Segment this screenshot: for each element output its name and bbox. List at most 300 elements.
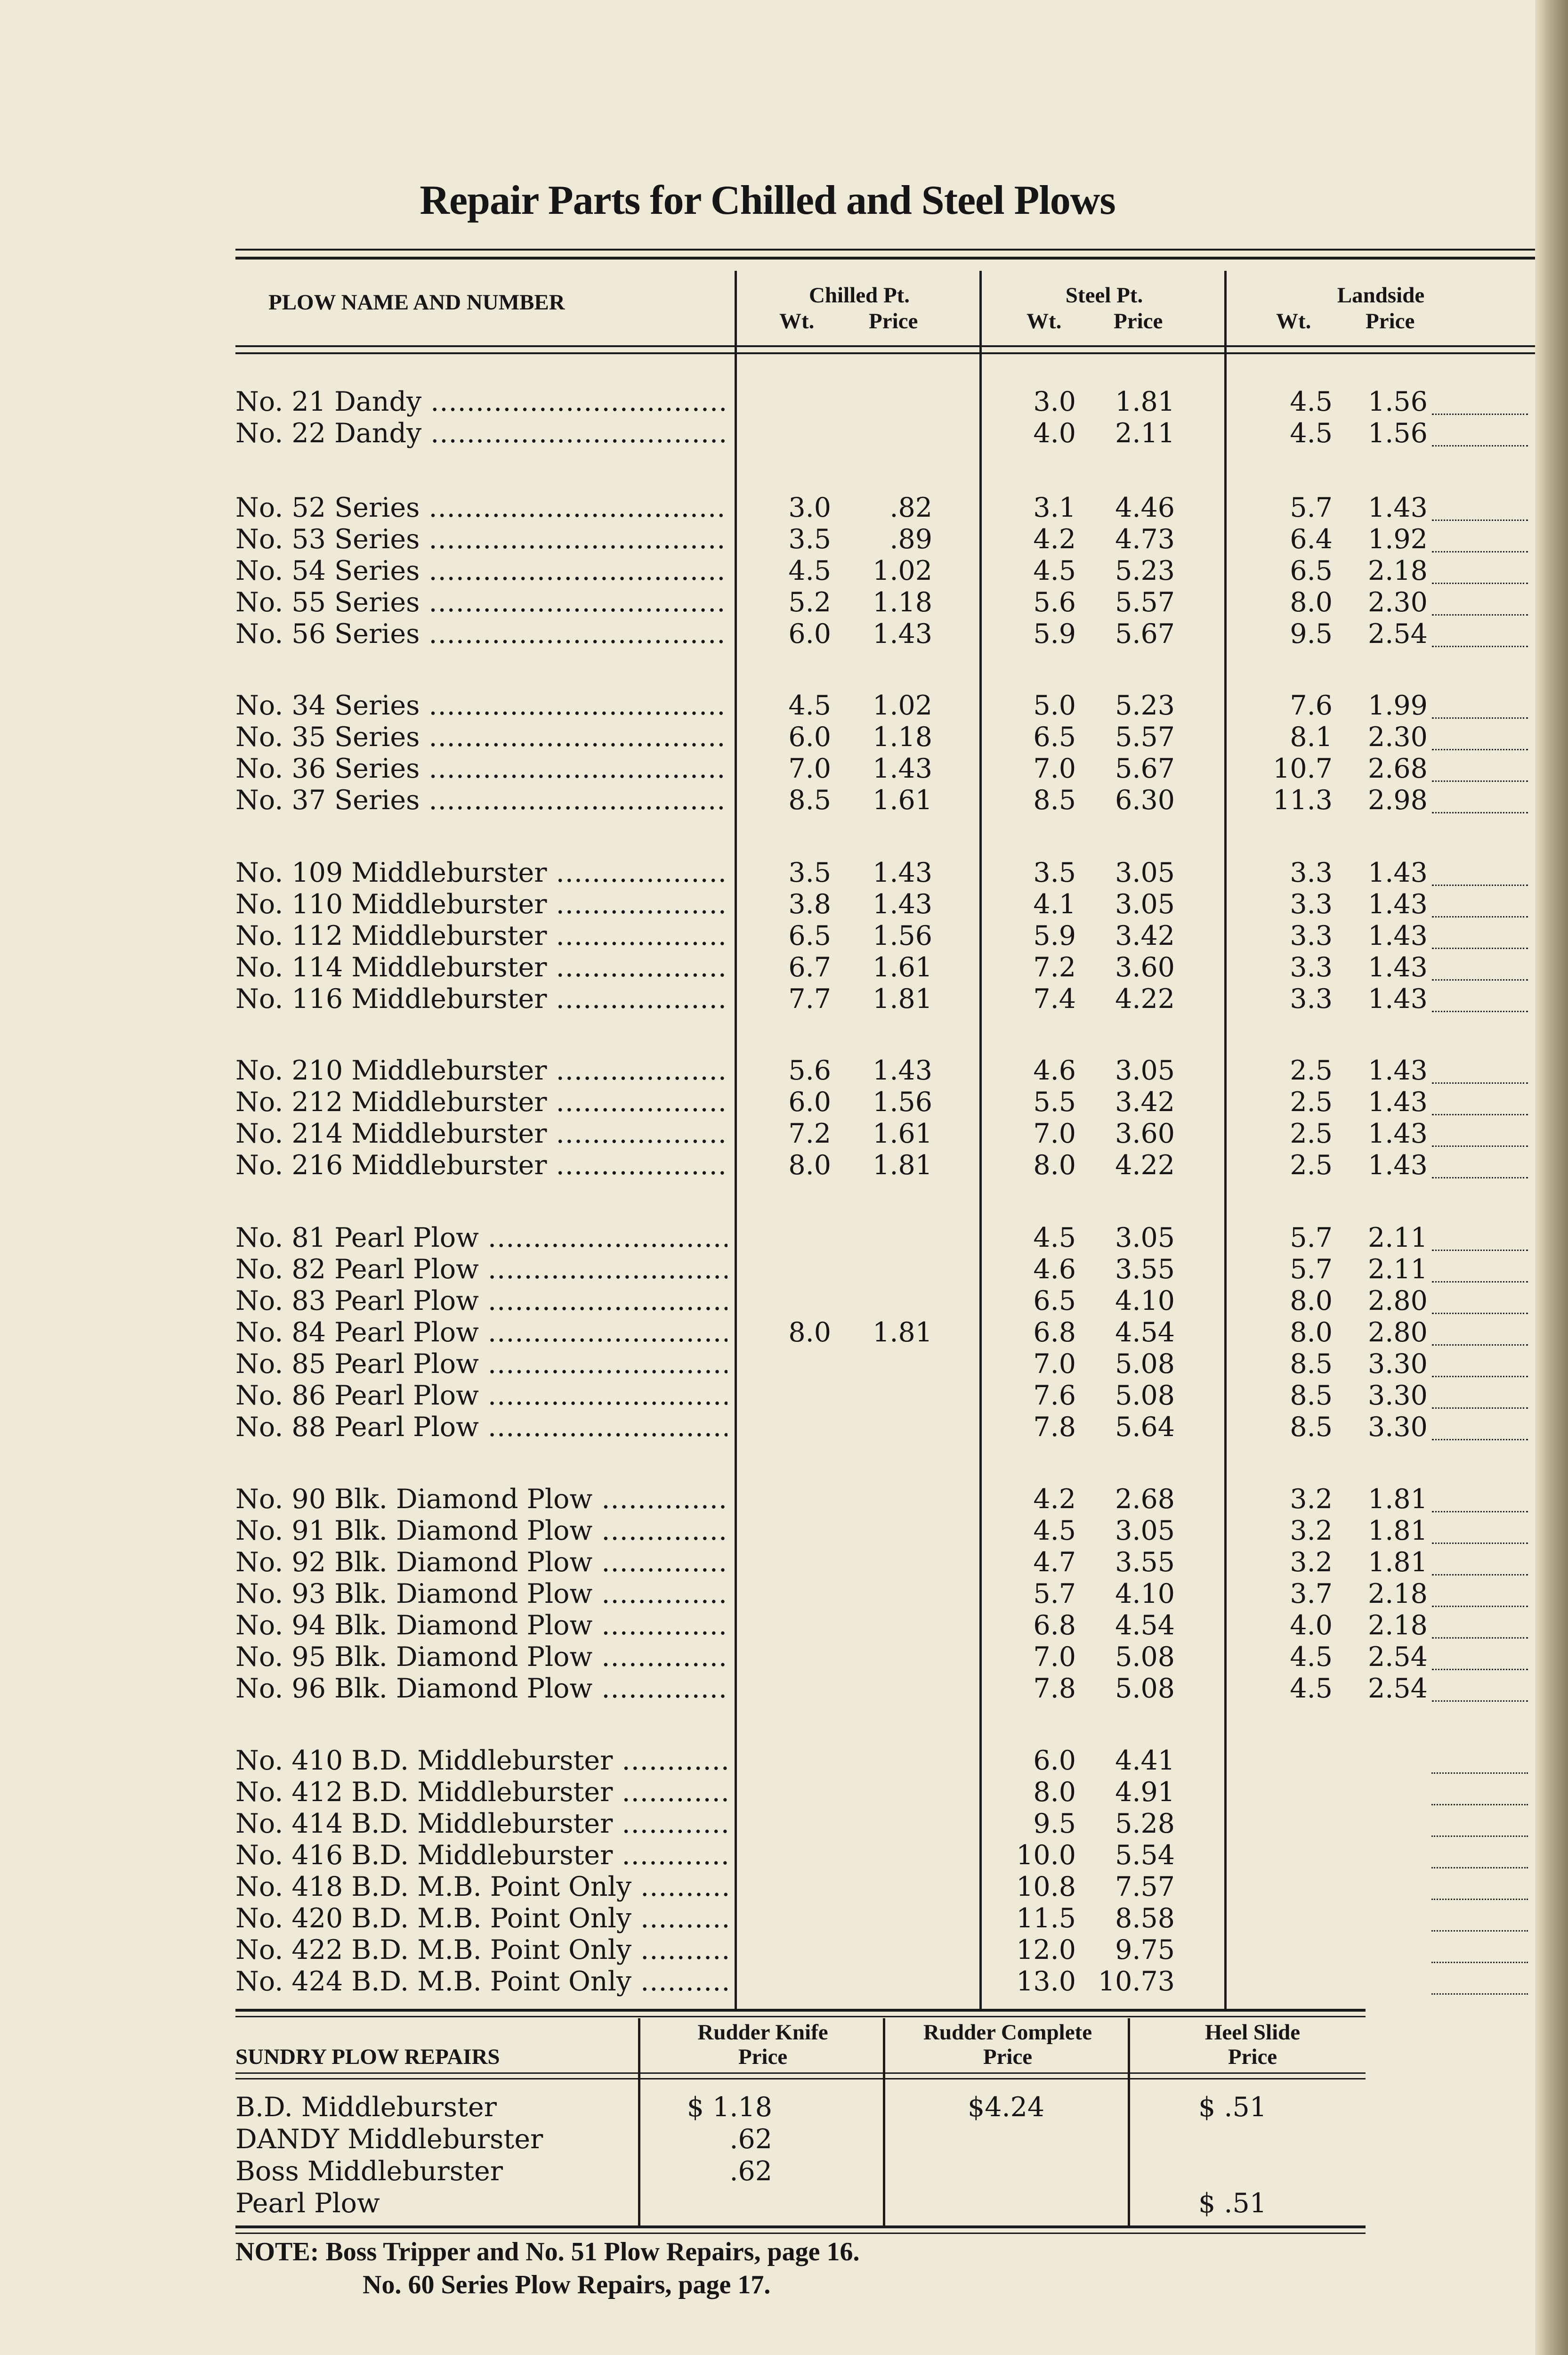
sundry-bottom-rule bbox=[235, 2225, 1366, 2228]
chilled-weight: 6.0 bbox=[788, 618, 831, 650]
chilled-price: 1.43 bbox=[873, 1055, 932, 1086]
chilled-price: 1.18 bbox=[873, 587, 932, 618]
sundry-col-rudder-knife: Rudder Knife bbox=[697, 2020, 828, 2045]
table-row bbox=[0, 1673, 1535, 1705]
table-row bbox=[0, 753, 1535, 785]
chilled-price: 1.43 bbox=[873, 889, 932, 920]
chilled-weight: 6.0 bbox=[788, 722, 831, 753]
steel-price: 5.54 bbox=[1115, 1840, 1175, 1871]
chilled-price: 1.43 bbox=[873, 857, 932, 888]
plow-name: No. 94 Blk. Diamond Plow ..... bbox=[235, 1610, 727, 1641]
landside-weight: 6.5 bbox=[1290, 555, 1333, 586]
price-leader bbox=[1431, 1899, 1528, 1900]
steel-weight: 6.8 bbox=[1033, 1610, 1076, 1641]
steel-price: 4.73 bbox=[1115, 524, 1175, 555]
price-leader bbox=[1432, 1407, 1528, 1409]
plow-name: No. 116 Middleburster ..... bbox=[235, 983, 727, 1015]
steel-price: 3.55 bbox=[1115, 1547, 1175, 1578]
chilled-weight: 4.5 bbox=[788, 690, 831, 721]
steel-weight: 6.0 bbox=[1033, 1745, 1076, 1776]
chilled-weight: 4.5 bbox=[788, 555, 831, 586]
plow-name: No. 416 B.D. Middleburster ..... bbox=[235, 1840, 727, 1871]
price-leader bbox=[1431, 1930, 1528, 1932]
price-leader bbox=[1431, 1835, 1528, 1837]
landside-weight: 4.0 bbox=[1290, 1610, 1333, 1641]
landside-weight: 3.3 bbox=[1290, 857, 1333, 888]
steel-price: 1.81 bbox=[1115, 386, 1175, 417]
steel-price: 6.30 bbox=[1115, 785, 1175, 816]
steel-weight: 5.7 bbox=[1033, 1578, 1076, 1609]
price-leader bbox=[1432, 780, 1528, 782]
sundry-top-rule bbox=[235, 2016, 1366, 2017]
plow-name: No. 22 Dandy ..... bbox=[235, 418, 727, 449]
price-leader bbox=[1432, 916, 1528, 918]
steel-weight: 5.6 bbox=[1033, 587, 1076, 618]
price-leader bbox=[1432, 885, 1528, 886]
header-landside: Landside bbox=[1337, 283, 1425, 308]
chilled-price: 1.43 bbox=[873, 618, 932, 650]
landside-weight: 3.2 bbox=[1290, 1515, 1333, 1546]
steel-price: 3.05 bbox=[1115, 857, 1175, 888]
table-row bbox=[0, 983, 1535, 1015]
price-leader bbox=[1432, 749, 1528, 750]
plow-name: No. 91 Blk. Diamond Plow ..... bbox=[235, 1515, 727, 1547]
header-steel: Steel Pt. bbox=[1065, 283, 1143, 308]
steel-price: 4.10 bbox=[1115, 1285, 1175, 1316]
chilled-weight: 8.0 bbox=[788, 1317, 831, 1348]
chilled-price: 1.56 bbox=[873, 1087, 932, 1118]
chilled-weight: 6.0 bbox=[788, 1087, 831, 1118]
price-leader bbox=[1432, 1700, 1528, 1702]
landside-price: 2.11 bbox=[1368, 1254, 1428, 1285]
table-row bbox=[0, 1348, 1535, 1380]
chilled-price: .89 bbox=[889, 524, 932, 555]
landside-weight: 5.7 bbox=[1290, 1254, 1333, 1285]
price-leader bbox=[1432, 1376, 1528, 1377]
header-chilled: Chilled Pt. bbox=[808, 283, 910, 308]
page-binding-edge bbox=[1535, 0, 1568, 2355]
steel-weight: 4.0 bbox=[1033, 418, 1076, 449]
landside-price: 1.43 bbox=[1368, 1150, 1428, 1181]
table-row bbox=[0, 418, 1535, 449]
chilled-weight: 7.0 bbox=[788, 753, 831, 784]
landside-weight: 9.5 bbox=[1290, 618, 1333, 650]
note-line-1: NOTE: Boss Tripper and No. 51 Plow Repairs, page 16. bbox=[235, 2237, 860, 2266]
price-leader bbox=[1432, 1543, 1528, 1544]
landside-price: 1.56 bbox=[1368, 386, 1428, 417]
steel-weight: 5.9 bbox=[1033, 618, 1076, 650]
table-row bbox=[0, 1055, 1535, 1087]
sundry-item-name: DANDY Middleburster bbox=[235, 2124, 543, 2155]
plow-name: No. 210 Middleburster ..... bbox=[235, 1055, 727, 1087]
steel-price: 5.64 bbox=[1115, 1412, 1175, 1443]
landside-weight: 3.2 bbox=[1290, 1547, 1333, 1578]
landside-weight: 8.0 bbox=[1290, 587, 1333, 618]
landside-price: 2.80 bbox=[1368, 1285, 1428, 1316]
landside-price: 1.81 bbox=[1368, 1515, 1428, 1546]
landside-price: 1.81 bbox=[1368, 1484, 1428, 1515]
sundry-row bbox=[0, 2123, 1535, 2155]
steel-weight: 4.6 bbox=[1033, 1254, 1076, 1285]
plow-name: No. 93 Blk. Diamond Plow ..... bbox=[235, 1578, 727, 1610]
table-row bbox=[0, 1840, 1535, 1871]
plow-name: No. 424 B.D. M.B. Point Only ..... bbox=[235, 1966, 727, 1998]
steel-weight: 9.5 bbox=[1033, 1808, 1076, 1839]
table-row bbox=[0, 722, 1535, 753]
landside-weight: 2.5 bbox=[1290, 1150, 1333, 1181]
table-row bbox=[0, 1285, 1535, 1317]
landside-price: 2.54 bbox=[1368, 1641, 1428, 1673]
chilled-weight: 8.5 bbox=[788, 785, 831, 816]
steel-price: 4.54 bbox=[1115, 1610, 1175, 1641]
landside-weight: 4.5 bbox=[1290, 1673, 1333, 1704]
landside-price: 1.43 bbox=[1368, 1118, 1428, 1149]
chilled-price: 1.56 bbox=[873, 920, 932, 951]
steel-price: 5.08 bbox=[1115, 1641, 1175, 1673]
plow-name: No. 412 B.D. Middleburster ..... bbox=[235, 1777, 727, 1808]
steel-weight: 7.4 bbox=[1033, 983, 1076, 1015]
landside-price: 1.43 bbox=[1368, 492, 1428, 523]
landside-price: 2.18 bbox=[1368, 555, 1428, 586]
price-leader bbox=[1432, 1011, 1528, 1012]
chilled-price: 1.81 bbox=[873, 1317, 932, 1348]
header-steel-price: Price bbox=[1114, 309, 1163, 333]
steel-price: 4.10 bbox=[1115, 1578, 1175, 1609]
price-leader bbox=[1431, 1804, 1528, 1805]
price-leader bbox=[1431, 1962, 1528, 1963]
steel-price: 3.05 bbox=[1115, 1055, 1175, 1086]
price-leader bbox=[1432, 979, 1528, 981]
landside-weight: 7.6 bbox=[1290, 690, 1333, 721]
plow-name: No. 37 Series ..... bbox=[235, 785, 727, 816]
steel-price: 7.57 bbox=[1115, 1871, 1175, 1902]
steel-price: 5.23 bbox=[1115, 690, 1175, 721]
price-leader bbox=[1432, 948, 1528, 949]
chilled-price: 1.18 bbox=[873, 722, 932, 753]
chilled-weight: 6.7 bbox=[788, 952, 831, 983]
chilled-price: .82 bbox=[889, 492, 932, 523]
plow-name: No. 92 Blk. Diamond Plow ..... bbox=[235, 1547, 727, 1578]
chilled-weight: 8.0 bbox=[788, 1150, 831, 1181]
landside-weight: 2.5 bbox=[1290, 1055, 1333, 1086]
plow-name: No. 95 Blk. Diamond Plow ..... bbox=[235, 1641, 727, 1673]
steel-weight: 7.8 bbox=[1033, 1412, 1076, 1443]
table-row bbox=[0, 1118, 1535, 1150]
plow-name: No. 35 Series ..... bbox=[235, 722, 727, 753]
landside-weight: 8.0 bbox=[1290, 1285, 1333, 1316]
table-row bbox=[0, 920, 1535, 952]
price-leader bbox=[1432, 812, 1528, 813]
steel-price: 4.22 bbox=[1115, 1150, 1175, 1181]
table-row bbox=[0, 1903, 1535, 1934]
steel-weight: 6.5 bbox=[1033, 1285, 1076, 1316]
chilled-price: 1.02 bbox=[873, 690, 932, 721]
steel-weight: 7.2 bbox=[1033, 952, 1076, 983]
chilled-price: 1.61 bbox=[873, 1118, 932, 1149]
steel-price: 4.46 bbox=[1115, 492, 1175, 523]
landside-price: 2.54 bbox=[1368, 1673, 1428, 1704]
sundry-header: SUNDRY PLOW REPAIRS bbox=[235, 2045, 500, 2069]
price-leader bbox=[1432, 520, 1528, 521]
steel-price: 3.55 bbox=[1115, 1254, 1175, 1285]
top-rule bbox=[235, 257, 1535, 260]
landside-price: 3.30 bbox=[1368, 1348, 1428, 1380]
table-row bbox=[0, 785, 1535, 816]
steel-price: 4.22 bbox=[1115, 983, 1175, 1015]
landside-price: 2.18 bbox=[1368, 1610, 1428, 1641]
steel-weight: 4.2 bbox=[1033, 1484, 1076, 1515]
table-row bbox=[0, 1317, 1535, 1348]
steel-price: 5.08 bbox=[1115, 1348, 1175, 1380]
landside-weight: 4.5 bbox=[1290, 1641, 1333, 1673]
sundry-item-name: Pearl Plow bbox=[235, 2188, 380, 2219]
landside-price: 1.43 bbox=[1368, 952, 1428, 983]
steel-weight: 10.0 bbox=[1016, 1840, 1076, 1871]
steel-price: 2.11 bbox=[1115, 418, 1175, 449]
steel-weight: 7.6 bbox=[1033, 1380, 1076, 1411]
chilled-price: 1.61 bbox=[873, 952, 932, 983]
table-row bbox=[0, 1578, 1535, 1610]
landside-weight: 3.3 bbox=[1290, 983, 1333, 1015]
steel-weight: 4.5 bbox=[1033, 1515, 1076, 1546]
table-row bbox=[0, 587, 1535, 618]
landside-weight: 5.7 bbox=[1290, 492, 1333, 523]
sundry-col-heel-slide: Heel Slide bbox=[1204, 2020, 1301, 2045]
plow-name: No. 53 Series ..... bbox=[235, 524, 727, 555]
price-leader bbox=[1432, 1114, 1528, 1115]
table-row bbox=[0, 492, 1535, 524]
header-chilled-price: Price bbox=[869, 309, 918, 333]
page-title: Repair Parts for Chilled and Steel Plows bbox=[420, 178, 1115, 223]
table-row bbox=[0, 1808, 1535, 1840]
price-leader bbox=[1432, 414, 1528, 415]
landside-weight: 8.0 bbox=[1290, 1317, 1333, 1348]
price-leader bbox=[1431, 1993, 1528, 1995]
price-leader bbox=[1432, 1574, 1528, 1575]
landside-price: 1.99 bbox=[1368, 690, 1428, 721]
table-row bbox=[0, 1547, 1535, 1578]
plow-name: No. 414 B.D. Middleburster ..... bbox=[235, 1808, 727, 1840]
price-leader bbox=[1432, 717, 1528, 719]
sundry-col-rudder-complete-price: Price bbox=[983, 2045, 1033, 2069]
sundry-col-rudder-knife-price: Price bbox=[738, 2045, 788, 2069]
plow-name: No. 212 Middleburster ..... bbox=[235, 1087, 727, 1118]
landside-weight: 10.7 bbox=[1273, 753, 1333, 784]
landside-price: 1.43 bbox=[1368, 983, 1428, 1015]
steel-price: 3.60 bbox=[1115, 952, 1175, 983]
table-row bbox=[0, 1484, 1535, 1515]
sundry-row bbox=[0, 2091, 1535, 2123]
steel-price: 8.58 bbox=[1115, 1903, 1175, 1934]
plow-name: No. 420 B.D. M.B. Point Only ..... bbox=[235, 1903, 727, 1934]
landside-weight: 4.5 bbox=[1290, 418, 1333, 449]
landside-weight: 5.7 bbox=[1290, 1222, 1333, 1253]
landside-price: 2.98 bbox=[1368, 785, 1428, 816]
sundry-col-heel-slide-price: Price bbox=[1228, 2045, 1277, 2069]
landside-price: 1.92 bbox=[1368, 524, 1428, 555]
landside-weight: 4.5 bbox=[1290, 386, 1333, 417]
landside-weight: 11.3 bbox=[1273, 785, 1333, 816]
landside-weight: 8.5 bbox=[1290, 1348, 1333, 1380]
chilled-weight: 5.2 bbox=[788, 587, 831, 618]
table-row bbox=[0, 1871, 1535, 1903]
plow-name: No. 55 Series ..... bbox=[235, 587, 727, 618]
steel-price: 3.05 bbox=[1115, 889, 1175, 920]
landside-weight: 8.1 bbox=[1290, 722, 1333, 753]
steel-price: 3.60 bbox=[1115, 1118, 1175, 1149]
steel-price: 5.57 bbox=[1115, 587, 1175, 618]
rudder-complete-price: $4.24 bbox=[968, 2092, 1045, 2123]
plow-name: No. 216 Middleburster ..... bbox=[235, 1150, 727, 1181]
price-leader bbox=[1432, 1177, 1528, 1178]
steel-price: 3.05 bbox=[1115, 1222, 1175, 1253]
rudder-knife-price: $ 1.18 bbox=[687, 2092, 772, 2123]
table-row bbox=[0, 952, 1535, 983]
chilled-weight: 3.5 bbox=[788, 857, 831, 888]
steel-weight: 7.8 bbox=[1033, 1673, 1076, 1704]
plow-name: No. 109 Middleburster ..... bbox=[235, 857, 727, 889]
table-row bbox=[0, 618, 1535, 650]
price-leader bbox=[1432, 445, 1528, 447]
landside-weight: 3.2 bbox=[1290, 1484, 1333, 1515]
steel-weight: 4.7 bbox=[1033, 1547, 1076, 1578]
plow-name: No. 36 Series ..... bbox=[235, 753, 727, 785]
plow-name: No. 21 Dandy ..... bbox=[235, 386, 727, 418]
chilled-weight: 7.7 bbox=[788, 983, 831, 1015]
table-row bbox=[0, 555, 1535, 587]
table-row bbox=[0, 1966, 1535, 1998]
table-row bbox=[0, 1412, 1535, 1443]
landside-weight: 3.3 bbox=[1290, 920, 1333, 951]
landside-price: 1.43 bbox=[1368, 1087, 1428, 1118]
plow-name: No. 88 Pearl Plow ..... bbox=[235, 1412, 727, 1443]
chilled-weight: 3.8 bbox=[788, 889, 831, 920]
table-row bbox=[0, 1777, 1535, 1808]
chilled-weight: 3.0 bbox=[788, 492, 831, 523]
note-line-2: No. 60 Series Plow Repairs, page 17. bbox=[363, 2270, 771, 2299]
landside-weight: 8.5 bbox=[1290, 1412, 1333, 1443]
header-landside-price: Price bbox=[1366, 309, 1415, 333]
landside-weight: 2.5 bbox=[1290, 1118, 1333, 1149]
price-leader bbox=[1432, 1511, 1528, 1512]
price-leader bbox=[1432, 1082, 1528, 1084]
table-row bbox=[0, 1254, 1535, 1285]
steel-weight: 10.8 bbox=[1016, 1871, 1076, 1902]
table-row bbox=[0, 857, 1535, 889]
steel-weight: 7.0 bbox=[1033, 1348, 1076, 1380]
steel-weight: 4.5 bbox=[1033, 555, 1076, 586]
table-row bbox=[0, 1934, 1535, 1966]
landside-price: 2.11 bbox=[1368, 1222, 1428, 1253]
landside-weight: 3.3 bbox=[1290, 889, 1333, 920]
landside-price: 1.43 bbox=[1368, 889, 1428, 920]
steel-weight: 8.5 bbox=[1033, 785, 1076, 816]
steel-price: 5.57 bbox=[1115, 722, 1175, 753]
steel-price: 5.67 bbox=[1115, 753, 1175, 784]
chilled-price: 1.43 bbox=[873, 753, 932, 784]
sundry-header-rule bbox=[235, 2072, 1366, 2074]
steel-weight: 4.5 bbox=[1033, 1222, 1076, 1253]
landside-price: 3.30 bbox=[1368, 1380, 1428, 1411]
plow-name: No. 418 B.D. M.B. Point Only ..... bbox=[235, 1871, 727, 1903]
steel-weight: 6.8 bbox=[1033, 1317, 1076, 1348]
heel-slide-price: $ .51 bbox=[1198, 2092, 1267, 2123]
rudder-knife-price: .62 bbox=[729, 2124, 772, 2155]
sundry-top-rule bbox=[235, 2009, 1366, 2012]
landside-price: 2.30 bbox=[1368, 722, 1428, 753]
plow-name: No. 422 B.D. M.B. Point Only ..... bbox=[235, 1934, 727, 1966]
chilled-price: 1.02 bbox=[873, 555, 932, 586]
header-chilled-wt: Wt. bbox=[779, 309, 815, 333]
steel-weight: 6.5 bbox=[1033, 722, 1076, 753]
chilled-price: 1.81 bbox=[873, 1150, 932, 1181]
header-rule bbox=[235, 352, 1535, 354]
landside-price: 3.30 bbox=[1368, 1412, 1428, 1443]
sundry-row bbox=[0, 2187, 1535, 2219]
table-row bbox=[0, 1150, 1535, 1181]
steel-weight: 7.0 bbox=[1033, 1118, 1076, 1149]
landside-price: 1.43 bbox=[1368, 857, 1428, 888]
steel-weight: 5.9 bbox=[1033, 920, 1076, 951]
plow-name: No. 54 Series ..... bbox=[235, 555, 727, 587]
steel-price: 4.91 bbox=[1115, 1777, 1175, 1808]
table-row bbox=[0, 386, 1535, 418]
rudder-knife-price: .62 bbox=[729, 2156, 772, 2187]
steel-price: 9.75 bbox=[1115, 1934, 1175, 1965]
chilled-weight: 3.5 bbox=[788, 524, 831, 555]
sundry-item-name: Boss Middleburster bbox=[235, 2156, 503, 2187]
chilled-price: 1.81 bbox=[873, 983, 932, 1015]
landside-weight: 2.5 bbox=[1290, 1087, 1333, 1118]
header-rule bbox=[235, 345, 1535, 347]
landside-price: 2.54 bbox=[1368, 618, 1428, 650]
landside-price: 2.18 bbox=[1368, 1578, 1428, 1609]
steel-price: 5.23 bbox=[1115, 555, 1175, 586]
steel-price: 5.28 bbox=[1115, 1808, 1175, 1839]
steel-weight: 3.1 bbox=[1033, 492, 1076, 523]
plow-name: No. 83 Pearl Plow ..... bbox=[235, 1285, 727, 1317]
plow-name: No. 84 Pearl Plow ..... bbox=[235, 1317, 727, 1348]
sundry-header-rule bbox=[235, 2078, 1366, 2079]
steel-weight: 4.2 bbox=[1033, 524, 1076, 555]
steel-weight: 12.0 bbox=[1016, 1934, 1076, 1965]
price-leader bbox=[1432, 1344, 1528, 1346]
steel-price: 4.41 bbox=[1115, 1745, 1175, 1776]
steel-price: 3.42 bbox=[1115, 1087, 1175, 1118]
plow-name: No. 86 Pearl Plow ..... bbox=[235, 1380, 727, 1412]
table-row bbox=[0, 524, 1535, 555]
plow-name: No. 96 Blk. Diamond Plow ..... bbox=[235, 1673, 727, 1705]
steel-price: 3.42 bbox=[1115, 920, 1175, 951]
landside-price: 1.43 bbox=[1368, 1055, 1428, 1086]
plow-name: No. 114 Middleburster ..... bbox=[235, 952, 727, 983]
price-leader bbox=[1432, 1669, 1528, 1670]
steel-price: 10.73 bbox=[1098, 1966, 1175, 1997]
plow-name: No. 52 Series ..... bbox=[235, 492, 727, 524]
table-row bbox=[0, 1641, 1535, 1673]
table-row bbox=[0, 1610, 1535, 1641]
sundry-row bbox=[0, 2155, 1535, 2187]
steel-price: 4.54 bbox=[1115, 1317, 1175, 1348]
steel-price: 3.05 bbox=[1115, 1515, 1175, 1546]
header-landside-wt: Wt. bbox=[1276, 309, 1311, 333]
sundry-bottom-rule bbox=[235, 2233, 1366, 2234]
landside-price: 2.68 bbox=[1368, 753, 1428, 784]
landside-price: 2.80 bbox=[1368, 1317, 1428, 1348]
price-leader bbox=[1432, 1145, 1528, 1147]
chilled-weight: 5.6 bbox=[788, 1055, 831, 1086]
plow-name: No. 90 Blk. Diamond Plow ..... bbox=[235, 1484, 727, 1515]
